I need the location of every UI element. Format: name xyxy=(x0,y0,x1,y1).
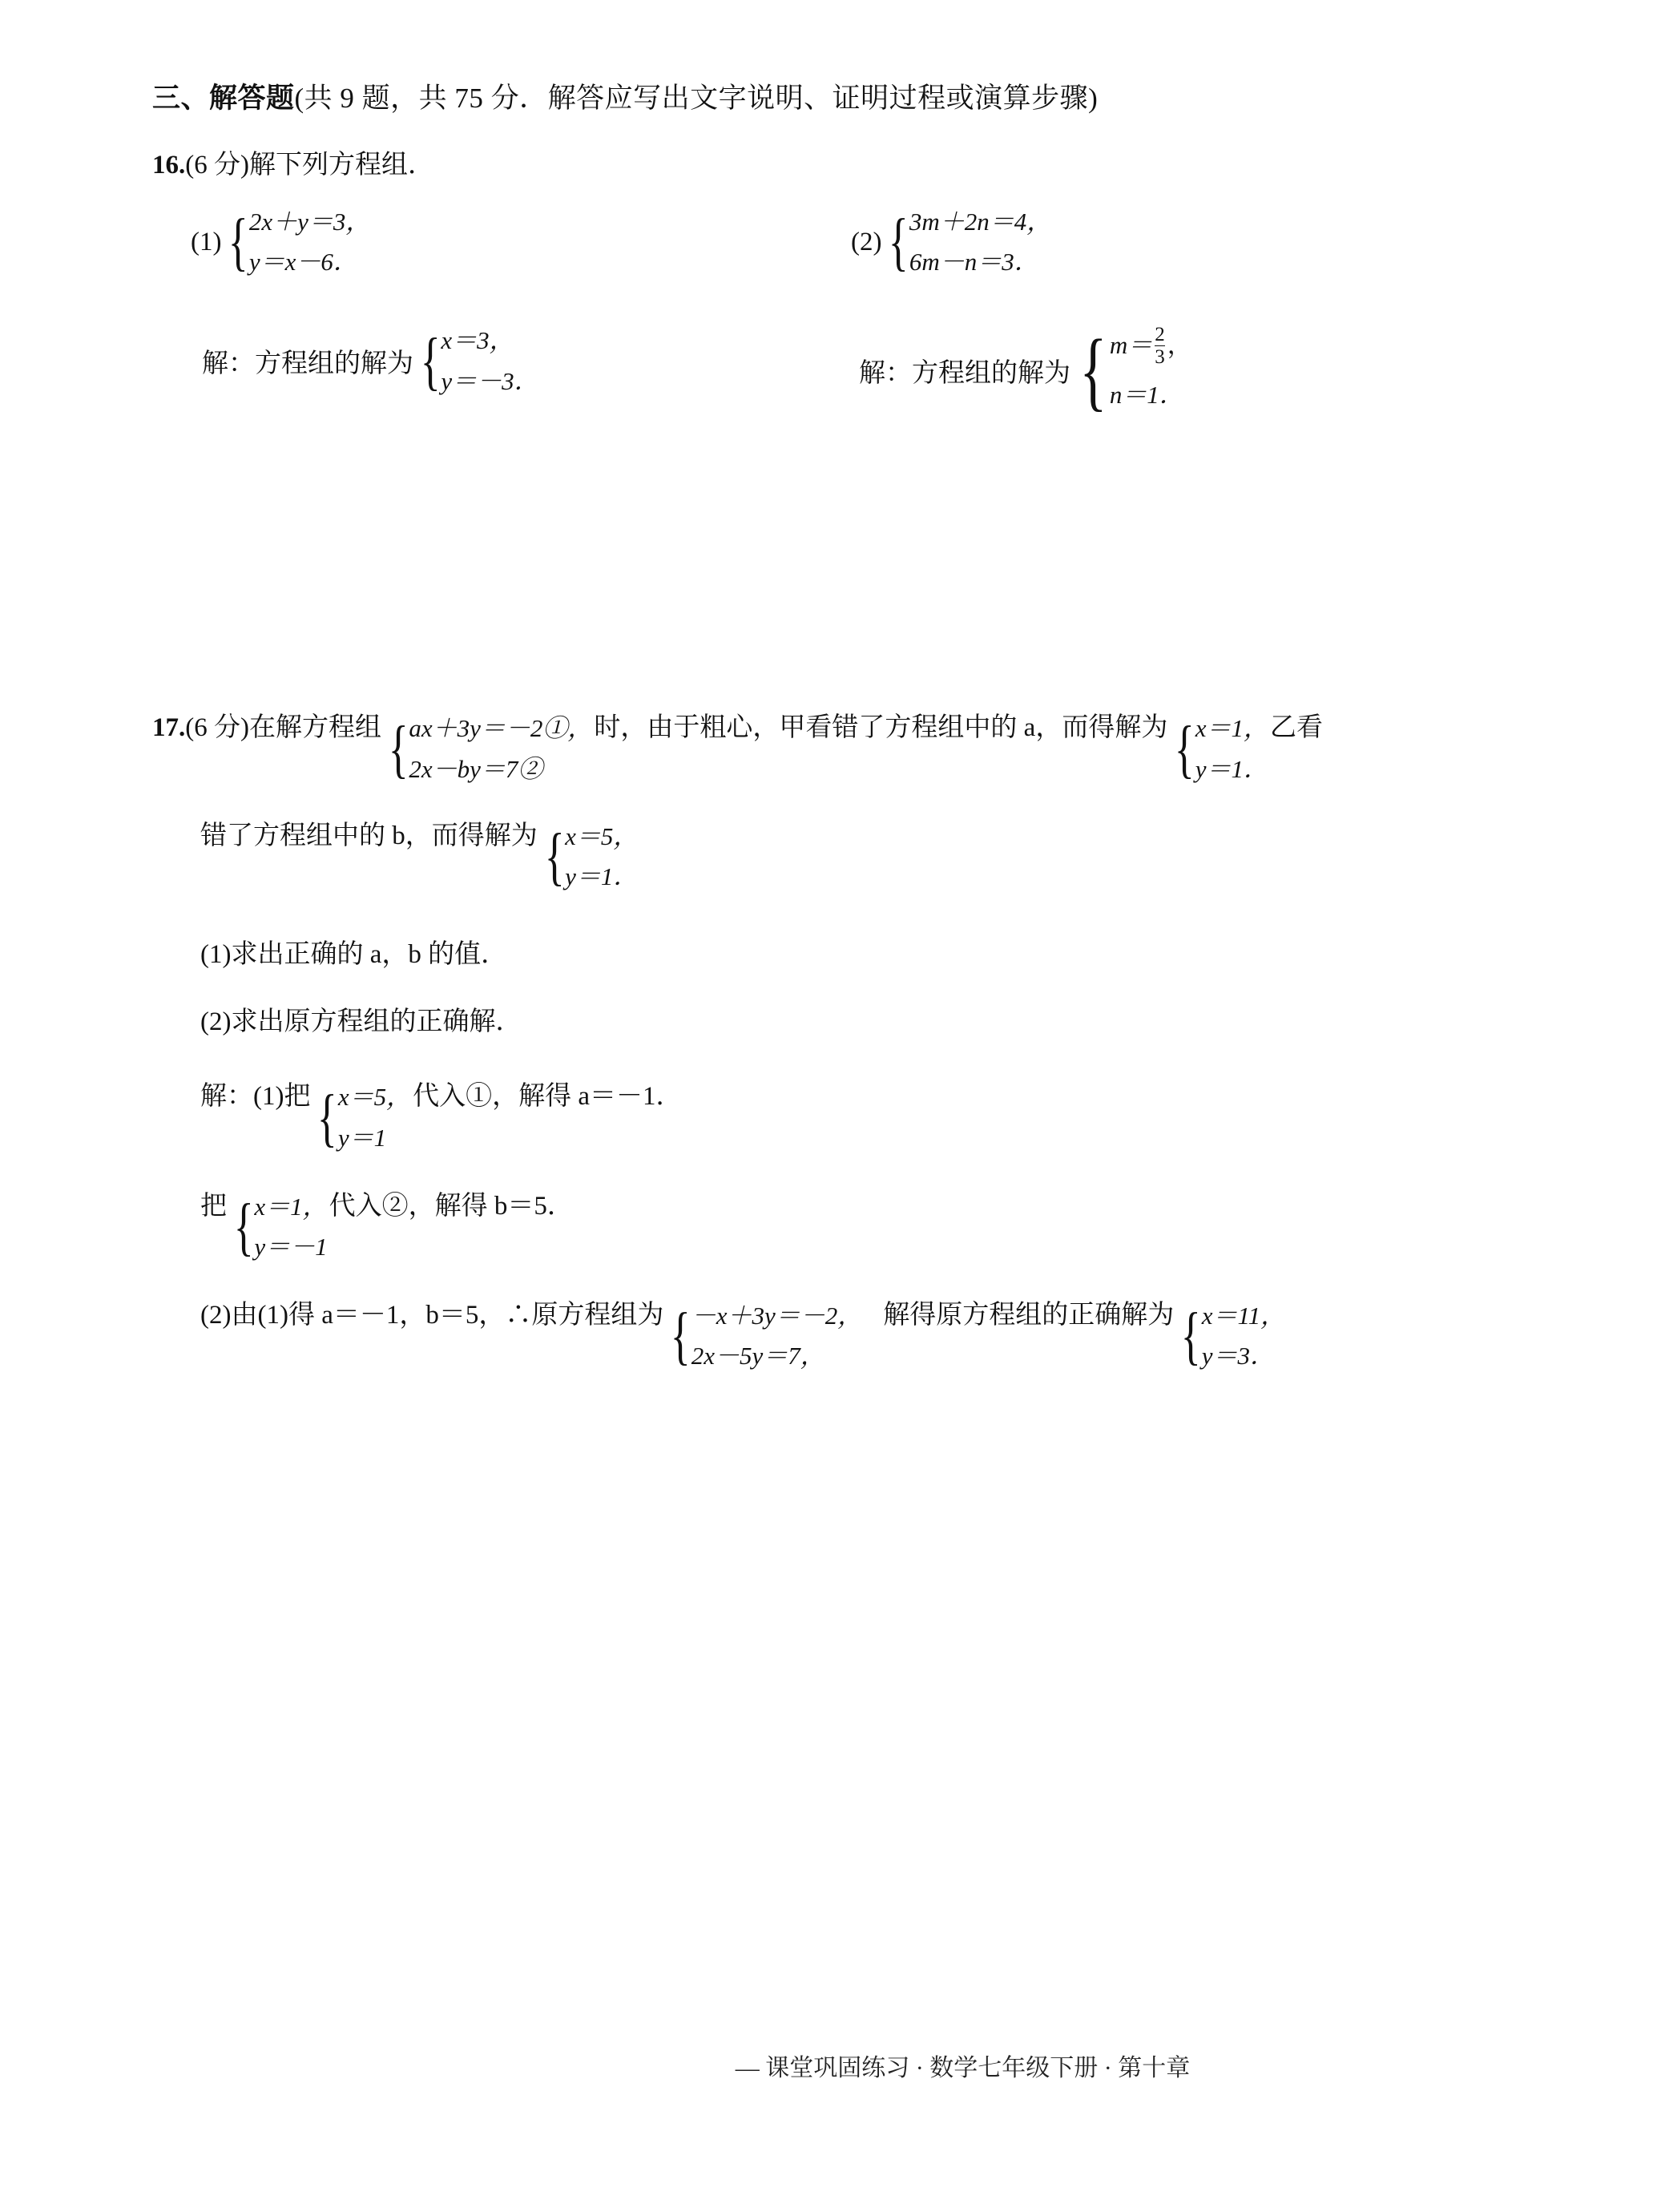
page-content xyxy=(152,76,1530,1404)
q17-system xyxy=(383,708,592,789)
fraction-denominator: 3 xyxy=(1155,346,1165,369)
q16-p1-eq2: y＝x－6． xyxy=(248,248,358,276)
section-heading xyxy=(152,76,1530,116)
question-16-part-2 xyxy=(809,202,1466,420)
q17-sol3-pre: (2)由(1)得 a＝－1，b＝5，∴原方程组为 xyxy=(200,1301,664,1330)
q16-p2-ans1-var: m＝ xyxy=(1109,331,1153,360)
q17-sub-question-2: (2)求出原方程组的正确解． xyxy=(200,1007,522,1036)
q17-yi-ans2: y＝1． xyxy=(565,862,639,891)
brace-glyph: { xyxy=(544,821,565,893)
page-footer xyxy=(0,2048,1653,2083)
q17-sub-question-1: (1)求出正确的 a，b 的值． xyxy=(200,940,508,970)
q17-sys-eq1: ax＋3y＝－2①， xyxy=(409,714,593,743)
q17-sol3-system xyxy=(665,1296,862,1376)
q16-p2-eq2: 6m－n＝3． xyxy=(909,248,1039,276)
q17-stem-a: 在解方程组 xyxy=(248,713,381,743)
q16-p2-answer-label: 解：方程组的解为 xyxy=(859,358,1070,388)
question-16-part-1 xyxy=(152,202,809,420)
q17-stem-d: 错了方程组中的 b，而得解为 xyxy=(200,821,538,850)
q17-sol3-mid: 解得原方程组的正确解为 xyxy=(883,1301,1175,1330)
q17-sol2-sys1: x＝1， xyxy=(254,1192,328,1221)
q16-p1-label: (1) xyxy=(191,227,222,256)
q16-p1-answer xyxy=(202,321,809,401)
q17-sol2-post: 代入②，解得 b＝5． xyxy=(329,1191,574,1221)
footer-text: — 课堂巩固练习 · 数学七年级下册 · 第十章 xyxy=(735,2055,1191,2081)
question-16 xyxy=(152,143,1530,420)
q16-p2-answer-system xyxy=(1072,321,1192,420)
q16-p2-system xyxy=(883,202,1051,282)
q17-sol1-sys2: y＝1 xyxy=(337,1123,387,1152)
brace-glyph: { xyxy=(1079,321,1107,420)
q17-sol3-answer xyxy=(1175,1296,1285,1376)
fraction-numerator: 2 xyxy=(1155,324,1165,346)
q16-p2-answer xyxy=(859,321,1466,420)
section-heading-title: 三、解答题 xyxy=(152,83,295,114)
question-17-score: (6 分) xyxy=(185,713,249,743)
q17-stem-b: 时，由于粗心，甲看错了方程组中的 a，而得解为 xyxy=(594,713,1168,743)
q16-p1-answer-label: 解：方程组的解为 xyxy=(202,349,413,379)
question-16-number: 16. xyxy=(152,151,186,180)
q16-p1-answer-system xyxy=(415,321,539,401)
q16-p2-label: (2) xyxy=(851,227,882,256)
q17-sol1-system xyxy=(312,1077,411,1157)
brace-glyph: { xyxy=(388,713,409,785)
question-16-score: (6 分) xyxy=(185,151,249,180)
q17-sol1-pre: 解：(1)把 xyxy=(200,1082,311,1112)
brace-glyph: { xyxy=(889,207,909,278)
brace-glyph: { xyxy=(1175,713,1195,785)
q17-solution-line2 xyxy=(200,1187,1530,1267)
q17-yi-ans1: x＝5， xyxy=(565,821,639,850)
q17-stem-line1 xyxy=(152,708,1530,789)
brace-glyph: { xyxy=(420,325,441,397)
question-16-columns xyxy=(152,202,1530,420)
q17-sol2-pre: 把 xyxy=(200,1191,227,1221)
q17-stem-c: 乙看 xyxy=(1270,713,1323,743)
q16-p2-ans1 xyxy=(1110,321,1192,370)
q17-sol2-system xyxy=(228,1187,328,1267)
brace-glyph: { xyxy=(1181,1301,1201,1372)
q17-sol2-sys2: y＝－1 xyxy=(254,1232,328,1261)
question-17 xyxy=(152,708,1530,1376)
q17-sol3-sys1: －x＋3y＝－2， xyxy=(691,1302,863,1330)
q17-solution-line3 xyxy=(200,1296,1530,1376)
q17-sol1-sys1: x＝5， xyxy=(337,1083,412,1112)
q16-p2-ans2: n＝1． xyxy=(1109,381,1184,410)
question-17-number: 17. xyxy=(152,713,186,743)
q17-sol1-post: 代入①，解得 a＝－1． xyxy=(413,1082,683,1112)
q17-jia-ans1: x＝1， xyxy=(1195,714,1268,743)
q17-sol3-ans1: x＝11， xyxy=(1201,1302,1286,1330)
question-16-header xyxy=(152,143,1530,181)
brace-glyph: { xyxy=(671,1301,691,1372)
q16-p1-system xyxy=(223,202,370,282)
q16-p2-eq1: 3m＋2n＝4， xyxy=(909,208,1052,236)
brace-glyph: { xyxy=(233,1191,254,1262)
q16-p1-ans1: x＝3， xyxy=(441,326,514,355)
question-16-prompt: 解下列方程组． xyxy=(248,151,434,180)
q17-sol3-sys2: 2x－5y＝7， xyxy=(691,1342,825,1370)
q17-sol3-ans2: y＝3． xyxy=(1201,1342,1275,1370)
q17-solution-line1 xyxy=(200,1077,1530,1157)
brace-glyph: { xyxy=(317,1082,338,1153)
q16-p1-ans2: y＝－3． xyxy=(441,366,539,395)
q17-yi-answer xyxy=(539,817,639,897)
q16-p1-statement xyxy=(152,202,809,282)
q16-p2-statement xyxy=(809,202,1466,282)
q17-jia-ans2: y＝1． xyxy=(1195,754,1268,783)
q17-jia-answer xyxy=(1169,708,1268,789)
q17-sys-eq2: 2x－by＝7② xyxy=(409,754,543,783)
q16-p1-eq1: 2x＋y＝3， xyxy=(248,208,371,236)
q16-p2-ans1-fraction xyxy=(1155,325,1165,369)
q17-stem-line2 xyxy=(200,817,1530,897)
brace-glyph: { xyxy=(228,207,249,278)
section-heading-detail: (共 9 题，共 75 分．解答应写出文字说明、证明过程或演算步骤) xyxy=(294,83,1099,114)
q16-p2-ans1-tail: ， xyxy=(1167,331,1192,360)
